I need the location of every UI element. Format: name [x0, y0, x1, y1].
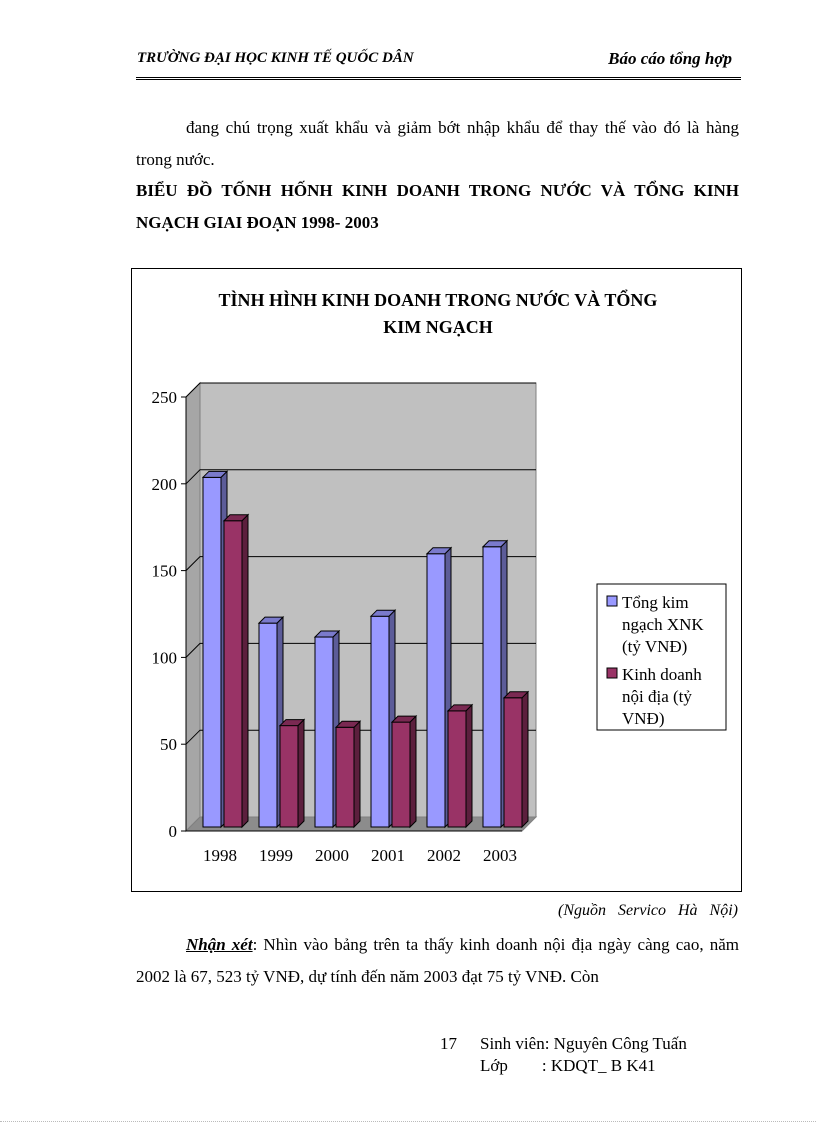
bar-side: [242, 515, 248, 827]
bar-side: [354, 721, 360, 827]
chart-title-line2: KIM NGẠCH: [383, 317, 493, 337]
x-tick-label: 2001: [371, 846, 405, 865]
header-rule: [136, 77, 741, 80]
header-university: TRƯỜNG ĐẠI HỌC KINH TẾ QUỐC DÂN: [137, 50, 414, 66]
bar: [483, 547, 501, 827]
y-tick-label: 50: [160, 735, 177, 755]
bar: [224, 521, 242, 827]
bar: [315, 637, 333, 827]
bar-chart: [131, 268, 742, 892]
x-tick-label: 2003: [483, 846, 517, 865]
x-tick-label: 1999: [259, 846, 293, 865]
source-note: (Nguồn Servico Hà Nội): [558, 902, 738, 919]
comment-text: : Nhìn vào bảng trên ta thấy kinh doanh nội địa ngày càng cao, năm 2002 là 67, 523 tỷ VNĐ, dự tính đến năm 2003 đạt 75 tỷ VNĐ. Còn: [136, 935, 739, 986]
bar: [336, 727, 354, 827]
y-tick-label: 250: [151, 388, 177, 407]
page-bottom-rule: [0, 1121, 816, 1122]
y-tick-label: 200: [151, 474, 177, 494]
legend-label: ngạch XNK: [622, 615, 704, 634]
legend-label: Tổng kim: [622, 593, 689, 612]
bar: [371, 616, 389, 827]
x-tick-label: 2002: [427, 846, 461, 865]
comment-label: Nhận xét: [186, 935, 253, 954]
y-tick-label: 0: [168, 822, 177, 841]
legend-swatch: [607, 596, 617, 606]
y-tick-label: 100: [151, 648, 177, 668]
chart-heading: BIỂU ĐỒ TỐNH HỐNH KINH DOANH TRONG NƯỚC VÀ TỔNG KINH NGẠCH GIAI ĐOẠN 1998- 2003: [136, 181, 739, 232]
bar-side: [298, 720, 304, 827]
bar: [280, 726, 298, 827]
chart-side-wall: [186, 383, 200, 831]
legend-swatch: [607, 668, 617, 678]
legend-label: nội địa (tỷ: [622, 687, 692, 706]
legend-label: (tỷ VNĐ): [622, 637, 688, 656]
bar: [448, 711, 466, 827]
x-tick-label: 2000: [315, 846, 349, 865]
intro-paragraph: đang chú trọng xuất khẩu và giảm bớt nhập khẩu để thay thế vào đó là hàng trong nước.: [136, 118, 739, 169]
bar: [392, 722, 410, 827]
bar-side: [410, 716, 416, 827]
bar: [203, 477, 221, 827]
legend-label: Kinh doanh: [622, 665, 702, 684]
page-number: 17: [440, 1034, 457, 1053]
bar: [504, 698, 522, 827]
chart-title-line1: TÌNH HÌNH KINH DOANH TRONG NƯỚC VÀ TỔNG: [218, 290, 658, 310]
legend-label: VNĐ): [622, 709, 665, 728]
comment-paragraph: [136, 929, 739, 993]
bar: [259, 623, 277, 827]
bar-side: [522, 692, 528, 827]
bar: [427, 554, 445, 827]
footer-student: Sinh viên: Nguyên Công Tuấn: [480, 1034, 687, 1053]
x-tick-label: 1998: [203, 846, 237, 865]
y-tick-label: 150: [151, 561, 177, 581]
footer-class: Lớp : KDQT_ B K41: [480, 1056, 656, 1075]
header-report-title: Báo cáo tổng hợp: [608, 49, 732, 68]
bar-side: [466, 705, 472, 827]
